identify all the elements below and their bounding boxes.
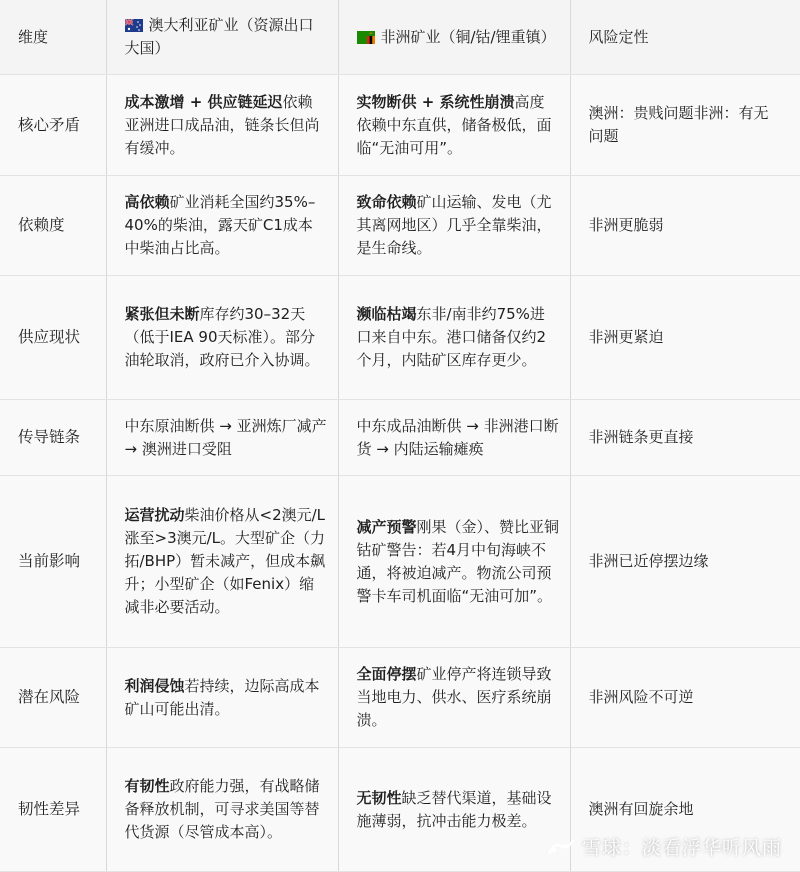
risk-cell: 非洲更脆弱 xyxy=(570,176,800,276)
table-row xyxy=(0,400,800,476)
row-dimension: 韧性差异 xyxy=(0,748,106,872)
header-dimension: 维度 xyxy=(0,0,106,75)
africa-cell xyxy=(338,276,570,400)
australia-detail: 若持续，边际高成本矿山可能出清。 xyxy=(124,676,320,718)
australia-cell xyxy=(106,276,338,400)
watermark xyxy=(546,833,782,860)
australia-cell xyxy=(106,400,338,476)
africa-detail: 矿业停产将连锁导致当地电力、供水、医疗系统崩溃。 xyxy=(356,665,552,729)
australia-cell xyxy=(106,748,338,872)
risk-cell: 澳洲：贵贱问题非洲：有无问题 xyxy=(570,75,800,176)
australia-cell xyxy=(106,476,338,648)
risk-cell: 非洲风险不可逆 xyxy=(570,648,800,748)
table-row xyxy=(0,176,800,276)
row-dimension: 传导链条 xyxy=(0,400,106,476)
row-dimension: 供应现状 xyxy=(0,276,106,400)
australia-detail: 政府能力强，有战略储备释放机制，可寻求美国等替代货源（尽管成本高）。 xyxy=(124,777,320,841)
africa-key-phrase: 无韧性 xyxy=(356,788,402,807)
australia-key-phrase: 利润侵蚀 xyxy=(124,676,185,695)
row-dimension: 依赖度 xyxy=(0,176,106,276)
africa-detail: 中东成品油断供 → 非洲港口断货 → 内陆运输瘫痪 xyxy=(356,416,559,458)
africa-detail: 东非/南非约75%进口来自中东。港口储备仅约2个月，内陆矿区库存更少。 xyxy=(356,305,547,369)
australia-cell xyxy=(106,176,338,276)
watermark-text: 雪球：淡看浮华听风雨 xyxy=(581,837,782,859)
africa-detail: 高度依赖中东直供，储备极低，面临“无油可用”。 xyxy=(356,92,552,157)
africa-detail: 缺乏替代渠道，基础设施薄弱，抗冲击能力极差。 xyxy=(356,788,552,830)
africa-cell xyxy=(338,400,570,476)
row-dimension: 核心矛盾 xyxy=(0,75,106,176)
risk-cell: 非洲链条更直接 xyxy=(570,400,800,476)
header-africa-label: 非洲矿业（铜/钴/锂重镇） xyxy=(380,27,556,46)
risk-cell: 非洲更紧迫 xyxy=(570,276,800,400)
header-australia xyxy=(106,0,338,75)
australia-key-phrase: 成本激增 + 供应链延迟 xyxy=(124,92,283,111)
africa-key-phrase: 全面停摆 xyxy=(356,665,417,683)
table-row xyxy=(0,75,800,176)
africa-key-phrase: 濒临枯竭 xyxy=(356,305,417,323)
australia-detail: 矿业消耗全国约35%–40%的柴油，露天矿C1成本中柴油占比高。 xyxy=(124,193,316,257)
header-risk: 风险定性 xyxy=(570,0,800,75)
risk-cell: 非洲已近停摆边缘 xyxy=(570,476,800,648)
row-dimension: 当前影响 xyxy=(0,476,106,648)
australia-key-phrase: 运营扰动 xyxy=(124,506,185,524)
africa-detail: 刚果（金）、赞比亚铜钴矿警告：若4月中旬海峡不通，将被迫减产。物流公司预警卡车司机面临“无油可加”。 xyxy=(356,517,560,605)
africa-key-phrase: 减产预警 xyxy=(356,517,417,536)
australia-detail: 依赖亚洲进口成品油，链条长但尚有缓冲。 xyxy=(124,92,320,157)
australia-cell xyxy=(106,648,338,748)
header-africa xyxy=(338,0,570,75)
table-row xyxy=(0,648,800,748)
australia-detail: 中东原油断供 → 亚洲炼厂减产 → 澳洲进口受阻 xyxy=(124,416,327,458)
africa-key-phrase: 实物断供 + 系统性崩溃 xyxy=(356,92,515,111)
australia-detail: 库存约30–32天（低于IEA 90天标准）。部分油轮取消，政府已介入协调。 xyxy=(124,305,320,369)
table-row xyxy=(0,476,800,648)
xueqiu-logo-icon xyxy=(546,836,576,858)
table-row xyxy=(0,276,800,400)
australia-key-phrase: 有韧性 xyxy=(124,777,170,795)
row-dimension: 潜在风险 xyxy=(0,648,106,748)
australia-key-phrase: 紧张但未断 xyxy=(124,305,200,323)
risk-cell: 澳洲有回旋余地 xyxy=(570,748,800,872)
header-row xyxy=(0,0,800,75)
australia-flag-icon xyxy=(125,19,143,32)
africa-key-phrase: 致命依赖 xyxy=(356,193,417,211)
header-australia-label: 澳大利亚矿业（资源出口大国） xyxy=(124,16,314,57)
australia-key-phrase: 高依赖 xyxy=(124,193,170,211)
australia-cell xyxy=(106,75,338,176)
africa-cell xyxy=(338,176,570,276)
africa-cell xyxy=(338,476,570,648)
africa-cell xyxy=(338,75,570,176)
africa-cell xyxy=(338,648,570,748)
australia-detail: 柴油价格从<2澳元/L涨至>3澳元/L。大型矿企（力拓/BHP）暂未减产，但成本飙升；小型矿企（如Fenix）缩减非必要活动。 xyxy=(124,506,326,616)
zambia-flag-icon xyxy=(357,31,375,44)
africa-cell xyxy=(338,748,570,872)
africa-detail: 矿山运输、发电（尤其离网地区）几乎全靠柴油，是生命线。 xyxy=(356,193,552,257)
